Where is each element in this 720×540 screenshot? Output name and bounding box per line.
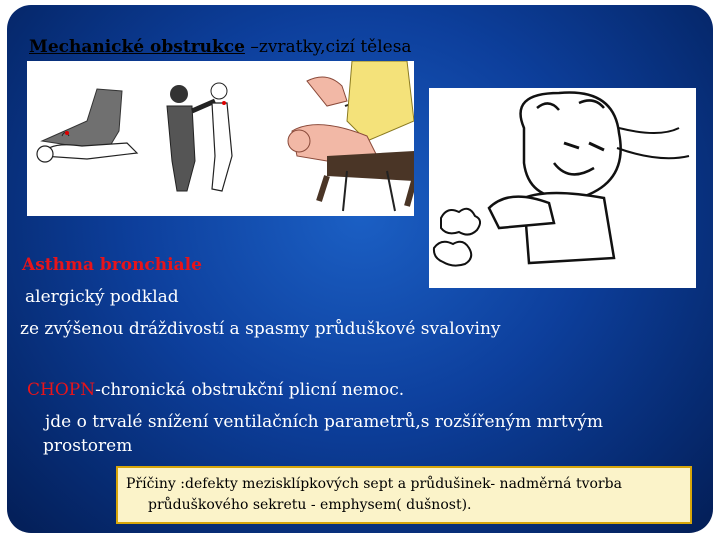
causes-line-2: průduškového sekretu - emphysem( dušnost). bbox=[148, 497, 472, 513]
chopn-heading-rest: -chronická obstrukční plicní nemoc. bbox=[95, 380, 405, 400]
coughing-boy-cartoon bbox=[429, 88, 696, 288]
chopn-line-1: jde o trvalé snížení ventilačních parametrů,s rozšířeným mrtvým bbox=[45, 412, 604, 432]
standing-pair-figure bbox=[167, 83, 232, 191]
chopn-line-2: prostorem bbox=[43, 436, 133, 456]
chopn-heading-line bbox=[27, 380, 404, 400]
title-rest: –zvratky,cizí tělesa bbox=[244, 37, 412, 57]
chopn-heading: CHOPN bbox=[27, 380, 96, 400]
slide-title bbox=[29, 37, 412, 57]
asthma-heading: Asthma bronchiale bbox=[22, 255, 202, 275]
title-underlined: Mechanické obstrukce bbox=[29, 37, 245, 57]
causes-line-1: Příčiny :defekty mezisklípkových sept a průdušinek- nadměrná tvorba bbox=[126, 476, 622, 492]
lying-person-figure bbox=[37, 89, 137, 162]
causes-box bbox=[116, 466, 692, 524]
asthma-line-2: ze zvýšenou dráždivostí a spasmy průduškové svaloviny bbox=[20, 319, 501, 339]
slide-background bbox=[7, 5, 713, 533]
infant-back-blows-figure bbox=[288, 61, 414, 211]
first-aid-choking-illustration bbox=[27, 61, 414, 216]
asthma-line-1: alergický podklad bbox=[25, 287, 179, 307]
